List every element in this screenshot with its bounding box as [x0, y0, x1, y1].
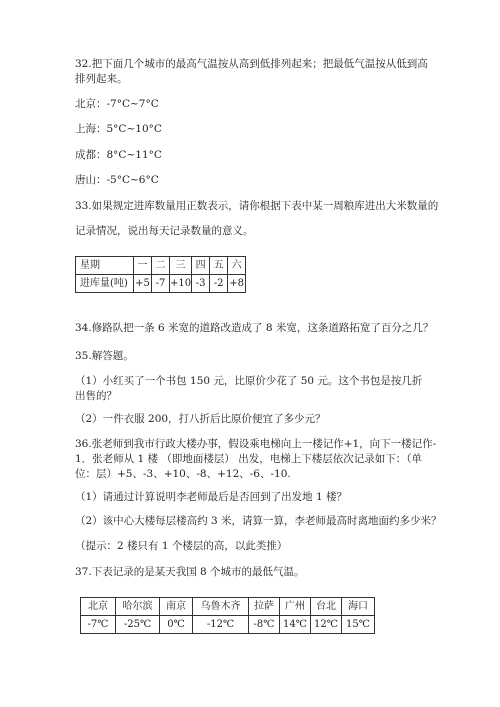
city-label: 上海： [75, 123, 107, 135]
q37-text: 37.下表记录的是某天我国 8 个城市的最低气温。 [75, 566, 305, 578]
q32-row-shanghai [75, 122, 162, 136]
table-cell: -3 [192, 275, 210, 293]
table-cell: 12℃ [311, 616, 342, 634]
table-cell: +5 [134, 275, 152, 293]
table-cell: 拉萨 [249, 598, 280, 616]
table-cell: 海口 [342, 598, 375, 616]
granary-table [75, 256, 246, 293]
table-cell: 三 [170, 257, 192, 275]
table-cell: 广州 [280, 598, 311, 616]
city-label: 北京： [75, 98, 107, 110]
q36-hint: （提示：2 楼只有 1 个楼层的高，以此类推） [75, 540, 288, 552]
table-cell: -7 [152, 275, 170, 293]
q33-line1: 33.如果规定进库数量用正数表示，请你根据下表中某一周粮库进出大米数量的 [75, 200, 439, 212]
q35-part1: （1）小红买了一个书包 150 元，比原价少花了 50 元。这个书包是按几折出售的？ [75, 375, 423, 402]
table-cell: -2 [210, 275, 228, 293]
q36-part2: （2）该中心大楼每层楼高约 3 米，请算一算，李老师最高时离地面约多少米？ [75, 515, 442, 527]
temp-range: 8°C~11°C [106, 149, 162, 161]
q32-row-tangshan [75, 173, 159, 187]
city-label: 唐山： [75, 174, 107, 186]
table-cell: 二 [152, 257, 170, 275]
table-cell: 14℃ [280, 616, 311, 634]
temperature-table [80, 597, 375, 634]
table-cell: +10 [170, 275, 192, 293]
temp-range: -7°C~7°C [106, 98, 159, 110]
q35-title: 35.解答题。 [75, 350, 134, 362]
table-cell: 北京 [81, 598, 116, 616]
temp-range: 5°C~10°C [106, 123, 162, 135]
table-cell: -12℃ [193, 616, 249, 634]
table-cell: 星期 [76, 257, 134, 275]
q32-row-chengdu [75, 148, 162, 162]
table-row [76, 275, 246, 293]
q32-row-beijing [75, 97, 159, 111]
table-cell: -7℃ [81, 616, 116, 634]
table-cell: 一 [134, 257, 152, 275]
table-cell: 进库量(吨) [76, 275, 134, 293]
table-cell: -25℃ [116, 616, 160, 634]
q35-part2: （2）一件衣服 200，打八折后比原价便宜了多少元？ [75, 413, 326, 425]
temp-range: -5°C~6°C [106, 174, 159, 186]
q33-line2: 记录情况，说出每天记录数量的意义。 [75, 225, 254, 237]
q34-text: 34.修路队把一条 6 米宽的道路改造成了 8 米宽，这条道路拓宽了百分之几？ [75, 322, 434, 334]
table-cell: 乌鲁木齐 [193, 598, 249, 616]
table-cell: 15℃ [342, 616, 375, 634]
table-cell: -8℃ [249, 616, 280, 634]
table-cell: 南京 [160, 598, 193, 616]
table-cell: 四 [192, 257, 210, 275]
table-header-row [81, 598, 375, 616]
table-header-row [76, 257, 246, 275]
table-cell: 台北 [311, 598, 342, 616]
city-label: 成都： [75, 149, 107, 161]
table-cell: 五 [210, 257, 228, 275]
q32-text: 32.把下面几个城市的最高气温按从高到低排列起来；把最低气温按从低到高排列起来。 [75, 58, 428, 85]
table-cell: +8 [228, 275, 246, 293]
table-cell: 六 [228, 257, 246, 275]
q36-line2: 1．张老师从 1 楼 （即地面楼层） 出发，电梯上下楼层依次记录如下：（单 [75, 453, 422, 465]
q36-line3: 位：层）+5、-3、+10、-8、+12、-6、-10. [75, 468, 291, 480]
table-row [81, 616, 375, 634]
table-cell: 0℃ [160, 616, 193, 634]
q36-line1: 36.张老师到我市行政大楼办事，假设乘电梯向上一楼记作+1，向下一楼记作- [75, 438, 437, 450]
q36-part1: （1）请通过计算说明李老师最后是否回到了出发地 1 楼？ [75, 491, 348, 503]
table-cell: 哈尔滨 [116, 598, 160, 616]
